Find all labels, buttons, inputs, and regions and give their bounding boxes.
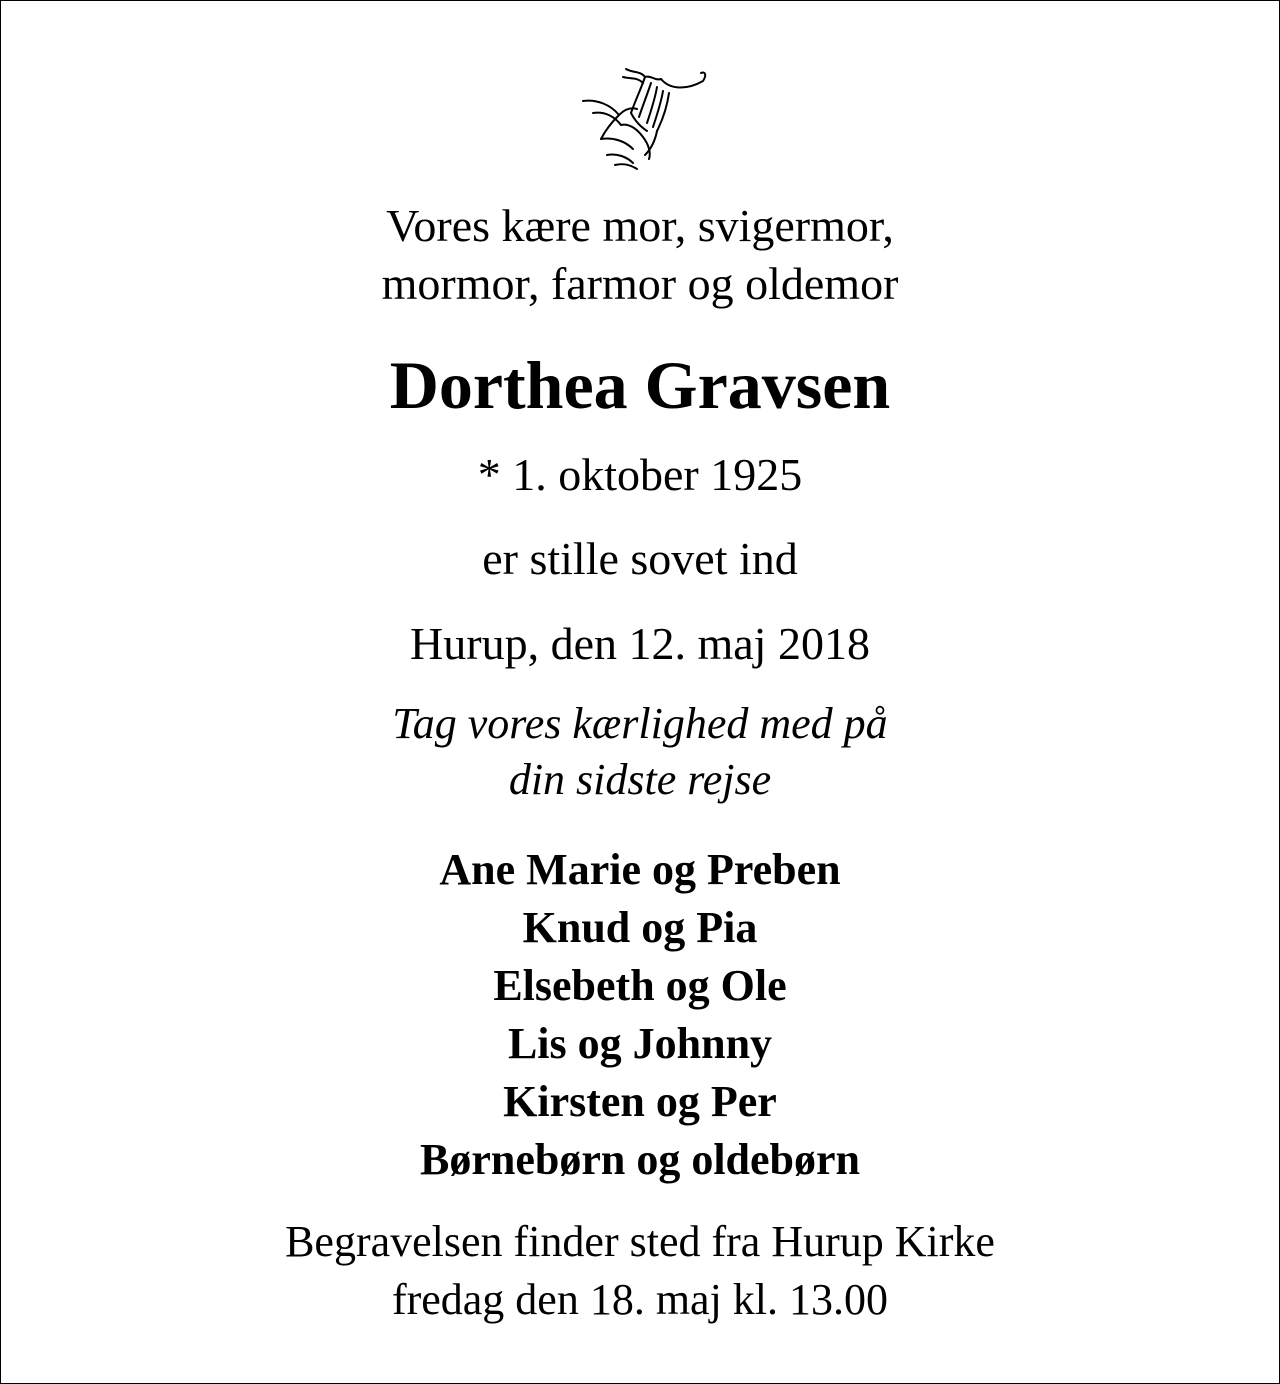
verse: [1, 696, 1279, 808]
verse-line: din sidste rejse: [508, 755, 772, 804]
intro-line: Vores kære mor, svigermor,: [386, 200, 894, 251]
family-member: Elsebeth og Ole: [493, 961, 787, 1010]
funeral-info: [1, 1213, 1279, 1329]
family-member: Kirsten og Per: [503, 1077, 777, 1126]
family-member: Knud og Pia: [522, 903, 758, 952]
verse-line: Tag vores kærlighed med på: [392, 699, 888, 748]
funeral-line: Begravelsen finder sted fra Hurup Kirke: [285, 1217, 995, 1266]
intro-line: mormor, farmor og oldemor: [381, 258, 899, 309]
family-member: Børnebørn og oldebørn: [419, 1135, 861, 1184]
family-list: [1, 841, 1279, 1189]
passing-text: er stille sovet ind: [482, 533, 798, 584]
birth-date: * 1. oktober 1925: [477, 449, 803, 500]
deceased-name: Dorthea Gravsen: [389, 347, 891, 423]
place-and-date: Hurup, den 12. maj 2018: [410, 618, 870, 669]
bird-in-flight-icon: [571, 61, 716, 171]
family-member: Lis og Johnny: [507, 1019, 773, 1068]
intro-text: [1, 197, 1279, 313]
family-member: Ane Marie og Preben: [439, 845, 841, 894]
funeral-line: fredag den 18. maj kl. 13.00: [391, 1275, 889, 1324]
